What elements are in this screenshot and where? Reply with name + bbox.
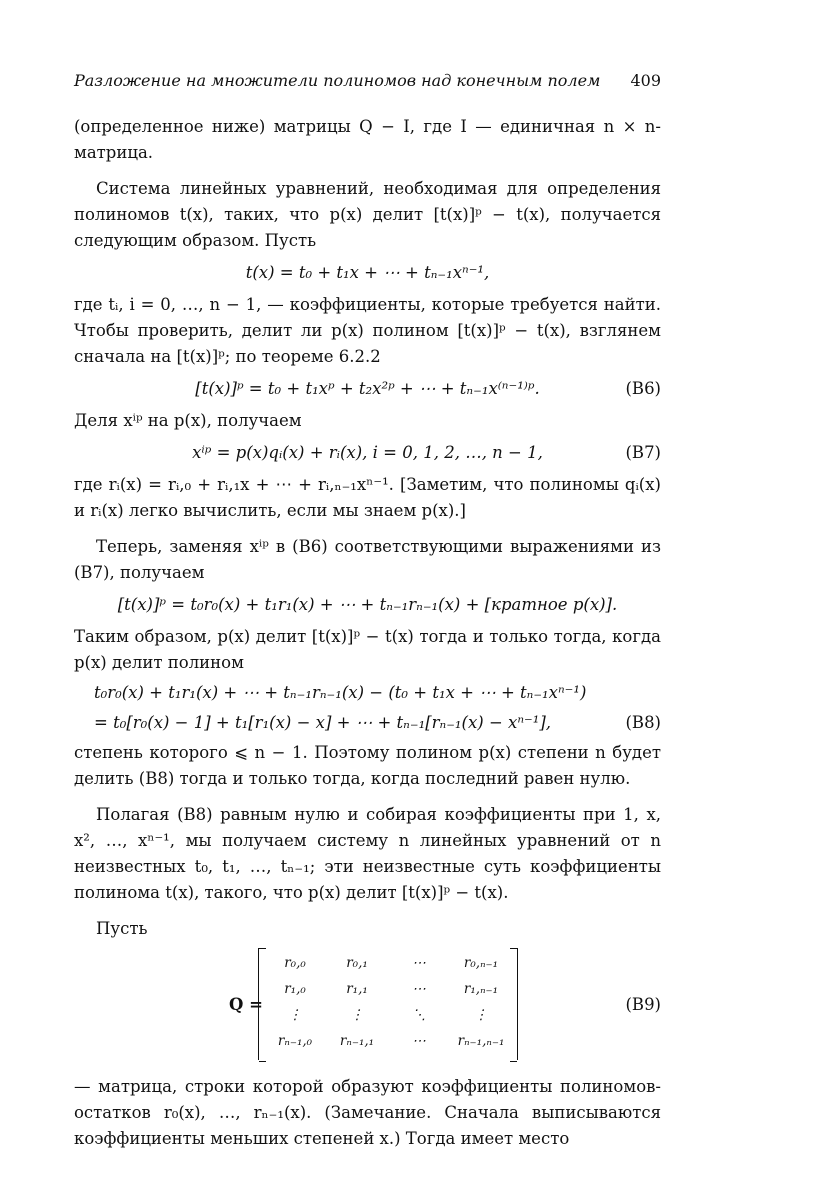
paragraph-3: где tᵢ, i = 0, …, n − 1, — коэффициенты, которые требуется найти. Чтобы проверить, делит ли p(x) полином [t(x)]ᵖ − t(x), взглянем сначала на [t(x)]ᵖ; по теореме 6.2.2	[74, 295, 661, 366]
matrix-cell: ⋮	[474, 1007, 488, 1023]
equation-b6-body: [t(x)]ᵖ = t₀ + t₁xᵖ + t₂x²ᵖ + ⋯ + tₙ₋₁x⁽ⁿ⁻¹⁾ᵖ.	[195, 379, 540, 398]
matrix-cell: ⋯	[412, 955, 426, 971]
matrix-table	[264, 950, 512, 1054]
matrix-cell: rₙ₋₁,₁	[339, 1033, 375, 1049]
matrix-cell: ⋮	[288, 1007, 302, 1023]
equation-b8-tag: (B8)	[625, 713, 661, 732]
equation-b7-tag: (B7)	[625, 443, 661, 462]
paragraph-4: Деля xⁱᵖ на p(x), получаем	[74, 411, 302, 430]
equation-substitution-body: [t(x)]ᵖ = t₀r₀(x) + t₁r₁(x) + ⋯ + tₙ₋₁rₙ₋₁(x) + [кратное p(x)].	[117, 595, 618, 614]
paragraph-8: степень которого ⩽ n − 1. Поэтому полином p(x) степени n будет делить (B8) тогда и только тогда, когда последний равен нулю.	[74, 743, 661, 788]
matrix-row	[264, 976, 512, 1002]
paragraph-6: Теперь, заменяя xⁱᵖ в (B6) соответствующими выражениями из (B7), получаем	[74, 537, 661, 582]
paragraph-10: Пусть	[96, 919, 148, 938]
matrix-cell: ⋮	[350, 1007, 364, 1023]
paragraph-7: Таким образом, p(x) делит [t(x)]ᵖ − t(x) тогда и только тогда, когда p(x) делит полином	[74, 627, 661, 672]
matrix-b9-tag: (B9)	[625, 995, 661, 1014]
equation-b6-tag: (B6)	[625, 379, 661, 398]
matrix-row	[264, 950, 512, 976]
equation-t-body: t(x) = t₀ + t₁x + ⋯ + tₙ₋₁xⁿ⁻¹,	[245, 263, 490, 282]
equation-b8-line2-body: = t₀[r₀(x) − 1] + t₁[r₁(x) − x] + ⋯ + tₙ₋₁[rₙ₋₁(x) − xⁿ⁻¹],	[94, 713, 552, 732]
matrix-cell: r₁,₀	[284, 981, 306, 997]
matrix-row	[264, 1028, 512, 1054]
matrix-cell: ⋱	[412, 1007, 426, 1023]
equation-b6	[74, 376, 661, 402]
matrix-cell: rₙ₋₁,₀	[277, 1033, 313, 1049]
matrix-cell: ⋯	[412, 1033, 426, 1049]
paragraph-1: (определенное ниже) матрицы Q − I, где I — единичная n × n-матрица.	[74, 117, 661, 162]
paragraph-2: Система линейных уравнений, необходимая для определения полиномов t(x), таких, что p(x) делит [t(x)]ᵖ − t(x), получается следующим образом. Пусть	[74, 179, 661, 250]
equation-b7	[74, 440, 661, 466]
matrix-row	[264, 1002, 512, 1028]
matrix-cell: ⋯	[412, 981, 426, 997]
page-number: 409	[630, 71, 661, 90]
equation-b7-body: xⁱᵖ = p(x)qᵢ(x) + rᵢ(x), i = 0, 1, 2, …, n − 1,	[192, 443, 543, 462]
running-header	[74, 68, 661, 94]
matrix-cell: rₙ₋₁,ₙ₋₁	[457, 1033, 505, 1049]
equation-b8-line1-body: t₀r₀(x) + t₁r₁(x) + ⋯ + tₙ₋₁rₙ₋₁(x) − (t₀ + t₁x + ⋯ + tₙ₋₁xⁿ⁻¹)	[94, 683, 587, 702]
equation-t	[74, 260, 661, 286]
matrix-label: Q =	[229, 995, 263, 1014]
page	[74, 68, 661, 1152]
running-title: Разложение на множители полиномов над конечным полем	[74, 71, 601, 90]
equation-substitution	[74, 592, 661, 618]
matrix-cell: r₁,ₙ₋₁	[463, 981, 499, 997]
matrix-cell: r₀,₁	[346, 955, 368, 971]
matrix-cell: r₀,ₙ₋₁	[463, 955, 499, 971]
paragraph-5: где rᵢ(x) = rᵢ,₀ + rᵢ,₁x + ⋯ + rᵢ,ₙ₋₁xⁿ⁻¹. [Заметим, что полиномы qᵢ(x) и rᵢ(x) легко вычислить, если мы знаем p(x).]	[74, 475, 661, 520]
paragraph-9: Полагая (B8) равным нулю и собирая коэффициенты при 1, x, x², …, xⁿ⁻¹, мы получаем систему n линейных уравнений от n неизвестных t₀, t₁, …, tₙ₋₁; эти неизвестные суть коэффициенты полинома t(x), такого, что p(x) делит [t(x)]ᵖ − t(x).	[74, 805, 661, 902]
matrix-b9	[74, 948, 661, 1064]
equation-b8-line2	[74, 710, 661, 736]
paragraph-11: — матрица, строки которой образуют коэффициенты полиномов-остатков r₀(x), …, rₙ₋₁(x). (Замечание. Сначала выписываются коэффициенты меньших степеней x.) Тогда имеет место	[74, 1077, 661, 1148]
equation-b8-line1	[74, 680, 661, 706]
matrix-cell: r₁,₁	[346, 981, 368, 997]
matrix-cell: r₀,₀	[284, 955, 306, 971]
